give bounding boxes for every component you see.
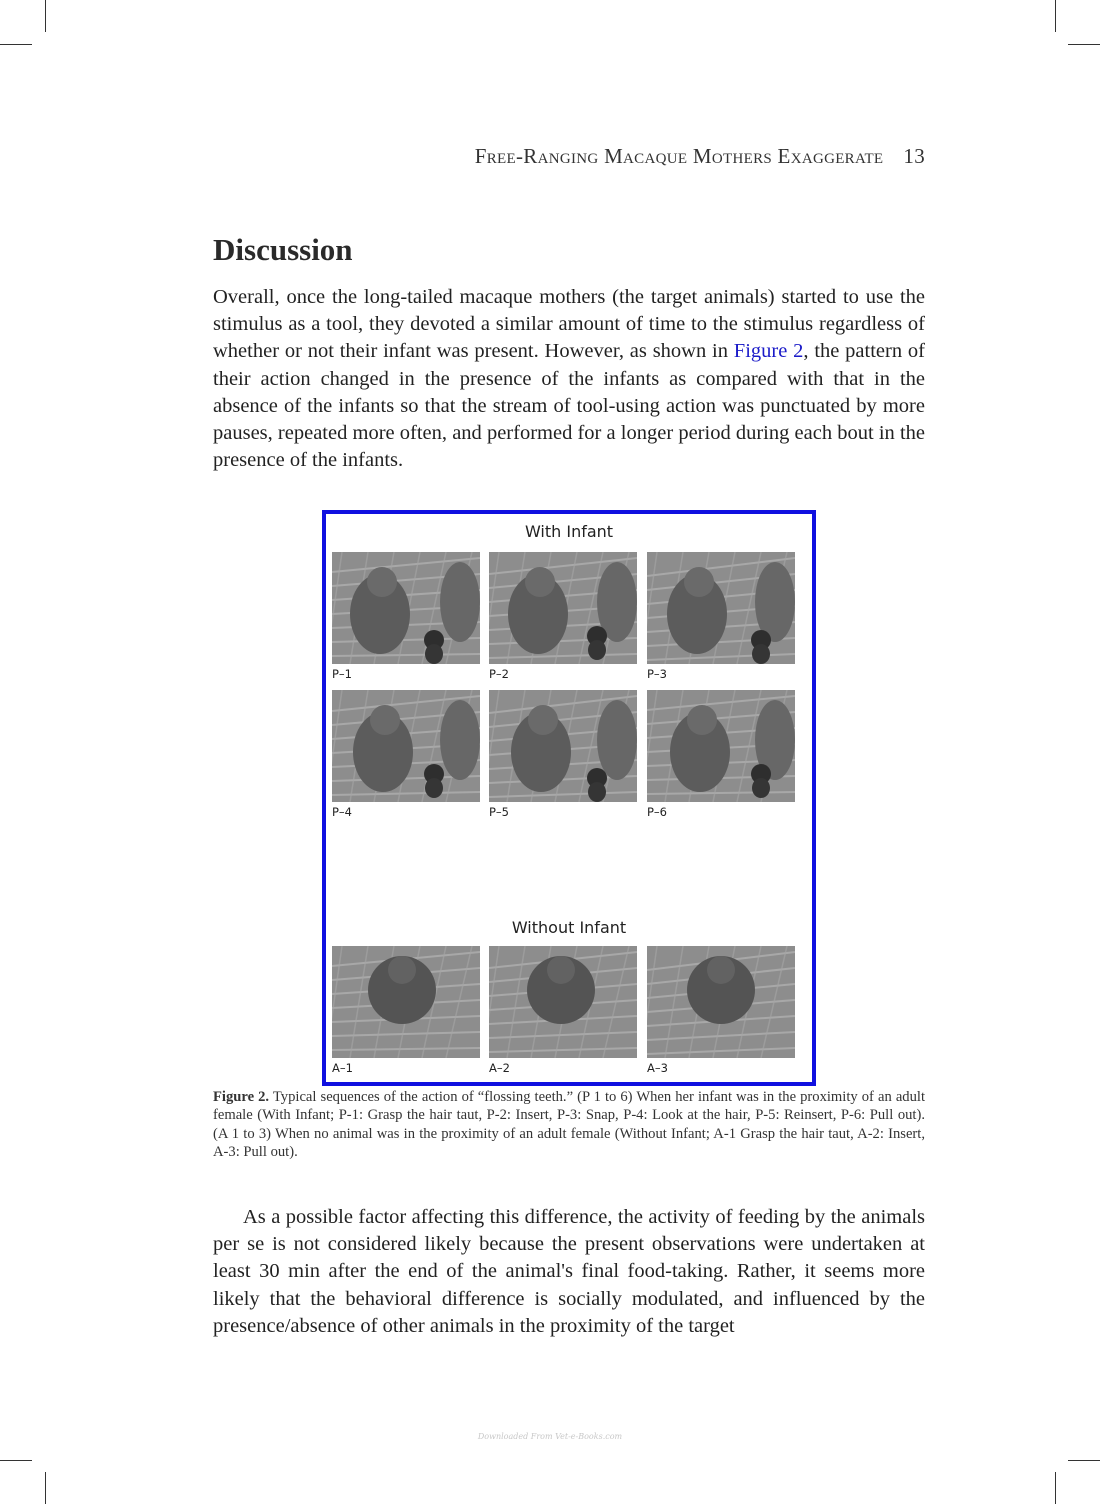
panel-label: P–5 — [489, 805, 510, 819]
figure-2-link[interactable]: Figure 2 — [733, 340, 804, 363]
photo-panel — [489, 690, 637, 802]
footer-watermark: Downloaded From Vet-e-Books.com — [477, 1432, 623, 1441]
without-infant-title: Without Infant — [511, 918, 627, 937]
figure-2 — [322, 510, 816, 1086]
panel-label: P–4 — [332, 805, 353, 819]
photo-panel — [489, 552, 637, 664]
crop-mark — [1068, 1460, 1100, 1461]
photo-panel — [647, 690, 795, 802]
caption-text: Typical sequences of the action of “flossing teeth.” (P 1 to 6) When her infant was in the proximity of an adult female (With Infant; P-1: Grasp the hair taut, P-2: Insert, P-3: Snap, P-4: Look at the hair, P-5: Reinsert, P-6: Pull out). (A 1 to 3) When no animal was in the proximity of an adult female (Without Infant; A-1 Grasp the hair taut, A-2: Insert, A-3: Pull out). — [213, 1089, 925, 1161]
photo-panel — [647, 946, 795, 1058]
panel-label: P–2 — [489, 667, 510, 681]
page-number: 13 — [903, 144, 925, 168]
crop-mark — [0, 1460, 32, 1461]
with-infant-title: With Infant — [524, 522, 614, 541]
body-paragraph-1 — [213, 284, 925, 474]
caption-label: Figure 2. — [213, 1089, 270, 1105]
panel-label: A–3 — [647, 1061, 668, 1075]
photo-panel — [489, 946, 637, 1058]
panel-label: P–1 — [332, 667, 353, 681]
photo-panel — [332, 690, 480, 802]
paragraph-text: Overall, once the long-tailed macaque mothers (the target animals) started to use the stimulus as a tool, they devoted a similar amount of time to the stimulus regardless of whether or not their infant was present. However, as shown in — [213, 286, 925, 363]
running-head-title: Free-Ranging Macaque Mothers Exaggerate — [474, 144, 884, 168]
panel-label: A–2 — [489, 1061, 510, 1075]
running-head — [475, 144, 925, 169]
photo-panel — [332, 946, 480, 1058]
crop-mark — [1068, 44, 1100, 45]
crop-mark — [0, 44, 32, 45]
paragraph-text: , the pattern of their action changed in the presence of the infants as compared with that in the absence of the infants so that the stream of tool-using action was punctuated by more pauses, repeated more often, and performed for a longer period during each bout in the presence of the infants. — [213, 340, 925, 472]
crop-mark — [1055, 1472, 1056, 1504]
panel-label: P–3 — [647, 667, 668, 681]
panel-label: A–1 — [332, 1061, 353, 1075]
crop-mark — [45, 0, 46, 32]
panel-label: P–6 — [647, 805, 668, 819]
crop-mark — [1055, 0, 1056, 32]
photo-panel — [332, 552, 480, 664]
section-title: Discussion — [213, 232, 353, 267]
crop-mark — [45, 1472, 46, 1504]
figure-caption — [213, 1088, 925, 1162]
photo-panel — [647, 552, 795, 664]
body-paragraph-2: As a possible factor affecting this difference, the activity of feeding by the animals per se is not considered likely because the present observations were undertaken at least 30 min after the end of the animal's final food-taking. Rather, it seems more likely that the behavioral difference is socially modulated, and influenced by the presence/absence of other animals in the proximity of the target — [213, 1206, 925, 1337]
